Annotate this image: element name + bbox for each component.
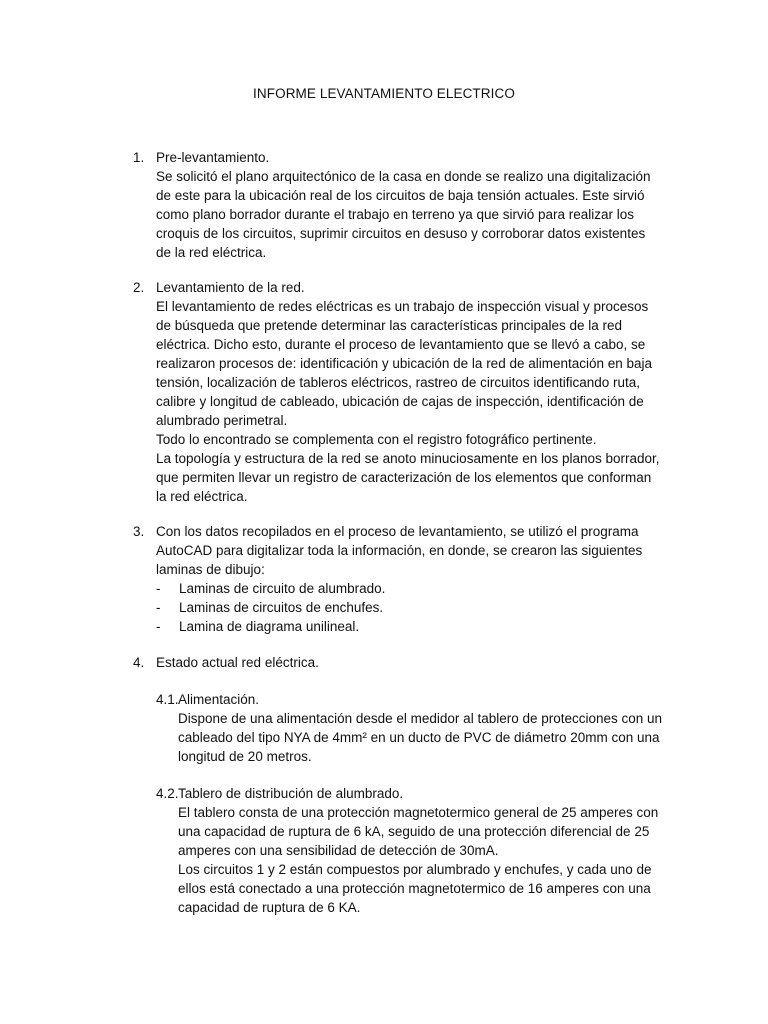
subsection-4-2 xyxy=(156,784,666,917)
section-number: 2. xyxy=(133,280,145,295)
subsection-number: 4.1. xyxy=(156,692,179,707)
section-number: 1. xyxy=(133,150,145,165)
subsection-4-1 xyxy=(156,690,666,766)
subsection-paragraph: El tablero consta de una protección magnetotermico general de 25 amperes con una capacidad de ruptura de 6 kA, seguido de una protección diferencial de 25 amperes con una sensibilidad de detección de 30mA. xyxy=(178,805,659,858)
list-item xyxy=(156,598,663,617)
list-item xyxy=(156,617,663,636)
section-3 xyxy=(133,522,663,636)
subsection-number: 4.2. xyxy=(156,786,179,801)
bullet-marker: - xyxy=(156,619,161,634)
section-paragraph: Todo lo encontrado se complementa con el registro fotográfico pertinente. xyxy=(156,432,597,447)
bullet-marker: - xyxy=(156,581,161,596)
section-number: 3. xyxy=(133,524,145,539)
bullet-marker: - xyxy=(156,600,161,615)
list-item-text: Laminas de circuito de alumbrado. xyxy=(179,581,386,596)
subsection-heading: Tablero de distribución de alumbrado. xyxy=(178,786,404,801)
section-paragraph: La topología y estructura de la red se anoto minuciosamente en los planos borrador, que permiten llevar un registro de caracterización de los elementos que conforman la red eléctrica. xyxy=(156,451,660,504)
section-heading: Estado actual red eléctrica. xyxy=(156,655,319,670)
section-heading: Levantamiento de la red. xyxy=(156,280,305,295)
section-paragraph: El levantamiento de redes eléctricas es un trabajo de inspección visual y procesos de búsqueda que pretende determinar las características principales de la red eléctrica. Dicho esto, durante el proceso de levantamiento que se llevó a cabo, se realizaron procesos de: identificación y ubicación de la red de alimentación en baja tensión, localización de tableros eléctricos, rastreo de circuitos identificando ruta, calibre y longitud de cableado, ubicación de cajas de inspección, identificación de alumbrado perimetral. xyxy=(156,299,653,428)
section-heading: Pre-levantamiento. xyxy=(156,150,270,165)
section-4 xyxy=(133,653,663,672)
list-item-text: Laminas de circuitos de enchufes. xyxy=(179,600,384,615)
subsection-paragraph: Dispone de una alimentación desde el medidor al tablero de protecciones con un cableado del tipo NYA de 4mm² en un ducto de PVC de diámetro 20mm con una longitud de 20 metros. xyxy=(178,711,663,764)
list-item xyxy=(156,579,663,598)
section-heading: Con los datos recopilados en el proceso de levantamiento, se utilizó el programa AutoCAD para digitalizar toda la información, en donde, se crearon las siguientes laminas de dibujo: xyxy=(156,524,643,577)
document-title: INFORME LEVANTAMIENTO ELECTRICO xyxy=(253,86,515,101)
section-2 xyxy=(133,278,663,506)
subsection-heading: Alimentación. xyxy=(178,692,260,707)
subsection-paragraph: Los circuitos 1 y 2 están compuestos por alumbrado y enchufes, y cada uno de ellos está conectado a una protección magnetotermico de 16 amperes con una capacidad de ruptura de 6 KA. xyxy=(178,862,652,915)
section-number: 4. xyxy=(133,655,145,670)
list-item-text: Lamina de diagrama unilineal. xyxy=(179,619,360,634)
section-paragraph: Se solicitó el plano arquitectónico de la casa en donde se realizo una digitalización de este para la ubicación real de los circuitos de baja tensión actuales. Este sirvió como plano borrador durante el trabajo en terreno ya que sirvió para realizar los croquis de los circuitos, suprimir circuitos en desuso y corroborar datos existentes de la red eléctrica. xyxy=(156,169,651,260)
section-1 xyxy=(133,148,663,262)
